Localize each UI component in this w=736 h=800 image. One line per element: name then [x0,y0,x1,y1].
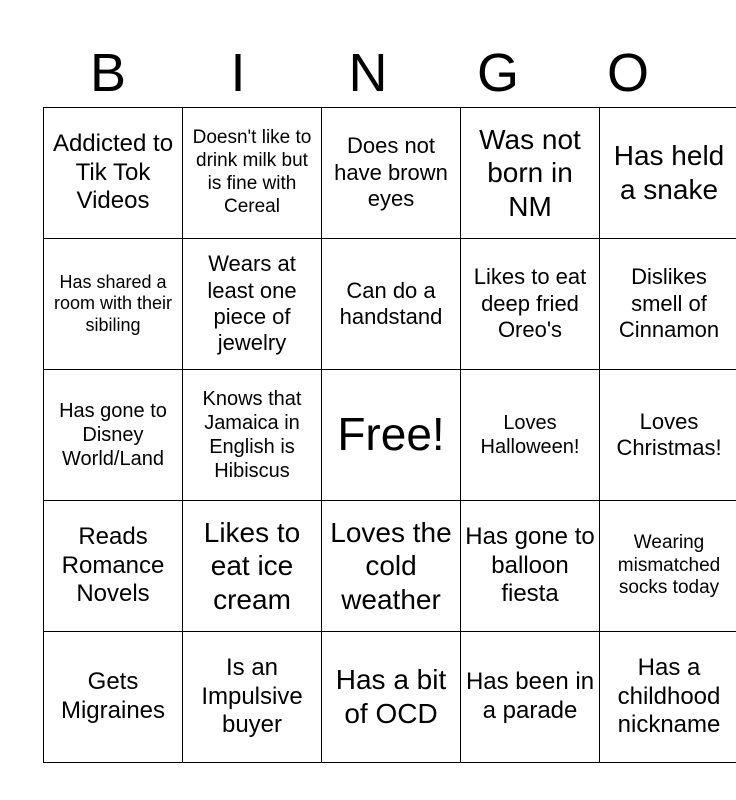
bingo-header [43,40,693,106]
bingo-cell[interactable]: Has a childhood nickname [600,632,736,763]
header-letter-n: N [348,43,388,103]
bingo-cell[interactable]: Knows that Jamaica in English is Hibiscus [183,370,322,501]
bingo-cell[interactable]: Wears at least one piece of jewelry [183,239,322,370]
header-letter-i: I [230,43,246,103]
bingo-cell[interactable]: Can do a handstand [322,239,461,370]
bingo-cell[interactable]: Likes to eat deep fried Oreo's [461,239,600,370]
bingo-cell[interactable]: Likes to eat ice cream [183,501,322,632]
bingo-row [44,501,736,632]
header-letter-b: B [89,43,127,103]
bingo-cell[interactable]: Wearing mismatched socks today [600,501,736,632]
bingo-cell[interactable]: Reads Romance Novels [44,501,183,632]
bingo-cell[interactable]: Dislikes smell of Cinnamon [600,239,736,370]
bingo-cell[interactable]: Was not born in NM [461,108,600,239]
bingo-card [43,107,736,763]
bingo-cell[interactable]: Addicted to Tik Tok Videos [44,108,183,239]
bingo-cell[interactable]: Doesn't like to drink milk but is fine with Cereal [183,108,322,239]
bingo-cell[interactable]: Loves the cold weather [322,501,461,632]
bingo-cell[interactable]: Has shared a room with their sibiling [44,239,183,370]
bingo-cell[interactable]: Gets Migraines [44,632,183,763]
bingo-row [44,239,736,370]
bingo-cell[interactable]: Has held a snake [600,108,736,239]
bingo-cell[interactable]: Loves Halloween! [461,370,600,501]
bingo-cell-free[interactable]: Free! [322,370,461,501]
bingo-cell[interactable]: Has a bit of OCD [322,632,461,763]
bingo-cell[interactable]: Does not have brown eyes [322,108,461,239]
bingo-row [44,632,736,763]
bingo-row [44,108,736,239]
header-letter-g: G [476,43,519,103]
bingo-cell[interactable]: Has been in a parade [461,632,600,763]
bingo-row [44,370,736,501]
bingo-cell[interactable]: Has gone to balloon fiesta [461,501,600,632]
bingo-cell[interactable]: Has gone to Disney World/Land [44,370,183,501]
bingo-cell[interactable]: Loves Christmas! [600,370,736,501]
header-letter-o: O [606,43,649,103]
bingo-cell[interactable]: Is an Impulsive buyer [183,632,322,763]
